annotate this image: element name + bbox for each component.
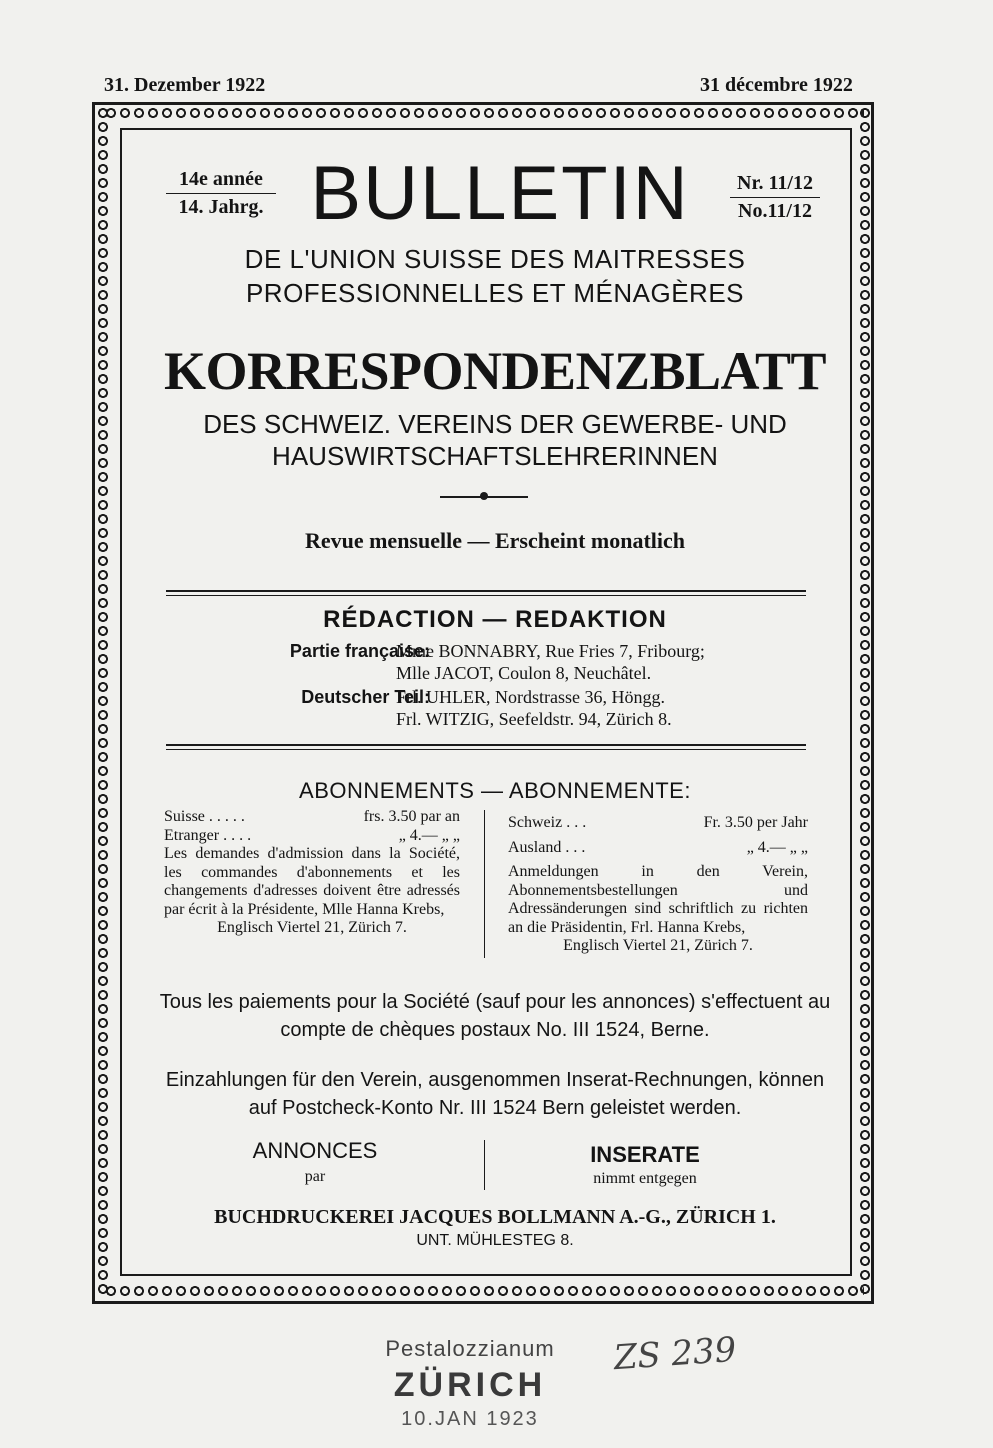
annonces-sub: par — [304, 1168, 326, 1185]
redaction-german-label: Deutscher Teil: — [301, 687, 430, 707]
price-row-suisse — [164, 808, 460, 827]
rule-top-2 — [166, 595, 806, 596]
redaction-french-line-2: Mlle JACOT, Coulon 8, Neuchâtel. — [396, 663, 652, 683]
rule-top-1 — [166, 590, 806, 592]
redaction-german-line-1: Frl. UHLER, Nordstrasse 36, Höngg. — [396, 687, 665, 707]
subtitle-french-line-1: DE L'UNION SUISSE DES MAITRESSES — [244, 244, 746, 274]
annonces-title: ANNONCES — [252, 1138, 378, 1163]
abonnements-column-separator — [484, 810, 485, 958]
date-german: 31. Dezember 1922 — [104, 74, 266, 96]
price-label-etranger: Etranger . . . . — [164, 826, 252, 844]
redaction-french-label: Partie française: — [289, 641, 430, 661]
abonnements-french-text: Les demandes d'admission dans la Société, les commandes d'abonnements et les changements d'adresses doivent être adressés par écrit à la Présidente, Mlle Hanna Krebs, — [164, 845, 460, 918]
year-box — [166, 168, 276, 219]
handwritten-shelfmark: ZS 239 — [612, 1329, 738, 1379]
issue-number-box — [730, 172, 820, 223]
price-label-schweiz: Schweiz . . . — [508, 814, 587, 831]
payments-german: Einzahlungen für den Verein, ausgenommen Inserat-Rechnungen, können auf Postcheck-Konto Nr. III 1524 Bern geleistet werden. — [165, 1069, 825, 1119]
price-value-schweiz: Fr. 3.50 per Jahr — [703, 814, 808, 831]
abonnements-german-text: Anmeldungen in den Verein, Abonnementsbestellungen und Adressänderungen sind schriftlich zu richten an die Präsidentin, Frl. Hanna Krebs, — [508, 863, 808, 936]
inserate-title: INSERATE — [590, 1142, 700, 1167]
subtitle-german — [150, 408, 840, 472]
redaction-title: RÉDACTION — REDAKTION — [323, 606, 667, 633]
printer-address: UNT. MÜHLESTEG 8. — [416, 1232, 574, 1249]
subtitle-french-line-2: PROFESSIONNELLES ET MÉNAGÈRES — [245, 278, 745, 308]
subtitle-german-line-2: HAUSWIRTSCHAFTSLEHRERINNEN — [272, 441, 718, 471]
stamp-line-3: 10.JAN 1923 — [401, 1408, 539, 1430]
abonnements-french-address: Englisch Viertel 21, Zürich 7. — [217, 919, 407, 936]
issue-number-de: Nr. 11/12 — [730, 172, 820, 198]
bulletin-title: BULLETIN — [310, 151, 690, 236]
subtitle-french — [150, 242, 840, 310]
price-value-ausland: „ 4.— „ „ — [746, 838, 808, 856]
annonces-separator — [484, 1140, 485, 1190]
price-label-suisse: Suisse . . . . . — [164, 808, 245, 825]
frequency-line: Revue mensuelle — Erscheint monatlich — [304, 528, 686, 553]
ornament-border-right — [858, 106, 872, 1298]
price-row-ausland — [508, 839, 808, 858]
price-value-etranger: „ 4.— „ „ — [398, 826, 460, 844]
redaction-german-line-2: Frl. WITZIG, Seefeldstr. 94, Zürich 8. — [396, 709, 672, 729]
year-french: 14e année — [166, 168, 276, 194]
ornament-border-top — [104, 106, 864, 120]
ornament-border-bottom — [104, 1284, 864, 1298]
price-label-ausland: Ausland . . . — [508, 838, 586, 856]
abonnements-title: ABONNEMENTS — ABONNEMENTE: — [299, 778, 691, 803]
inserate-sub: nimmt entgegen — [593, 1170, 697, 1187]
abonnements-french — [164, 808, 460, 938]
issue-number-fr: No.11/12 — [738, 200, 812, 222]
redaction-german — [150, 686, 840, 730]
korrespondenzblatt-title: KORRESPONDENZBLATT — [163, 341, 827, 401]
printer-name: BUCHDRUCKEREI JACQUES BOLLMANN A.-G., ZÜRICH 1. — [214, 1206, 776, 1228]
subtitle-german-line-1: DES SCHWEIZ. VEREINS DER GEWERBE- UND — [203, 409, 787, 439]
rule-mid-1 — [166, 744, 806, 746]
ornament-border-left — [96, 106, 110, 1298]
date-french: 31 décembre 1922 — [700, 74, 853, 96]
payments-french: Tous les paiements pour la Société (sauf pour les annonces) s'effectuent au compte de chèques postaux No. III 1524, Berne. — [159, 991, 831, 1041]
rule-mid-2 — [166, 749, 806, 750]
price-value-suisse: frs. 3.50 par an — [363, 808, 460, 825]
redaction-french-line-1: Mme BONNABRY, Rue Fries 7, Fribourg; — [396, 641, 705, 661]
ornament-divider-dot — [480, 492, 488, 500]
year-german: 14. Jahrg. — [178, 196, 264, 218]
abonnements-german-address: Englisch Viertel 21, Zürich 7. — [563, 937, 753, 954]
redaction-french — [150, 640, 840, 684]
abonnements-german — [508, 814, 808, 956]
price-row-schweiz — [508, 814, 808, 833]
stamp-line-2: ZÜRICH — [393, 1366, 547, 1404]
price-row-etranger — [164, 827, 460, 846]
stamp-line-1: Pestalozzianum — [385, 1336, 555, 1361]
